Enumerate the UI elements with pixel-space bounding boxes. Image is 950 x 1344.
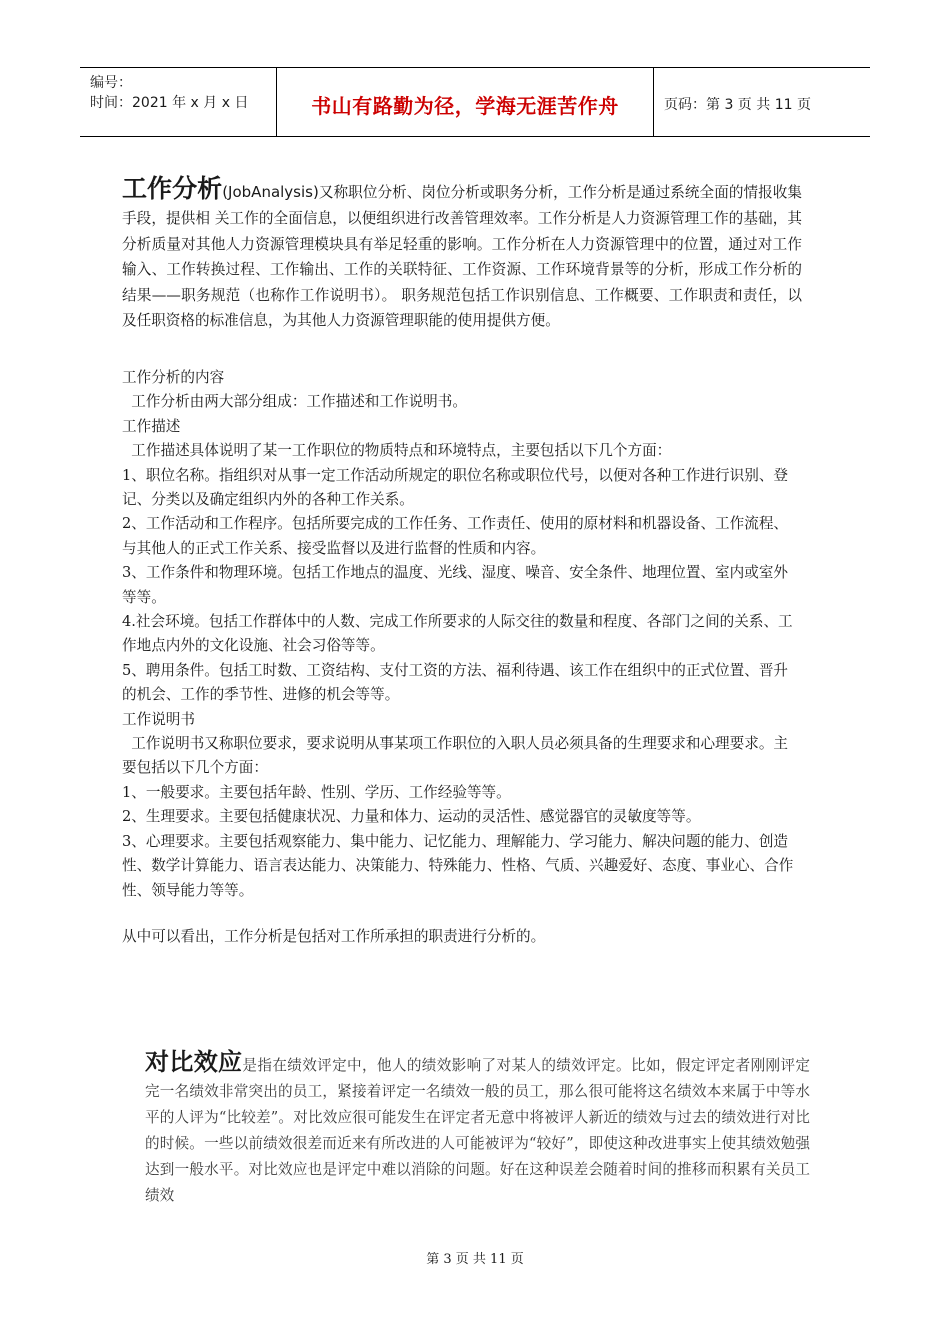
contrast-effect-paragraph <box>145 1045 810 1209</box>
description-heading: 工作描述 <box>122 417 181 435</box>
document-date-label: 时间：2021 年 x 月 x 日 <box>90 95 249 111</box>
conclusion-line: 从中可以看出，工作分析是包括对工作所承担的职责进行分析的。 <box>122 927 546 945</box>
description-item: 5、聘用条件。包括工时数、工资结构、支付工资的方法、福利待遇、该工作在组织中的正式位置、晋升的机会、工作的季节性、进修的机会等等。 <box>122 661 789 704</box>
content-heading: 工作分析的内容 <box>122 368 225 386</box>
header-info-cell <box>80 68 277 136</box>
specification-item: 1、一般要求。主要包括年龄、性别、学历、工作经验等等。 <box>122 783 511 801</box>
intro-paragraph <box>122 172 802 334</box>
specification-item: 3、心理要求。主要包括观察能力、集中能力、记忆能力、理解能力、学习能力、解决问题的能力、创造性、数学计算能力、语言表达能力、决策能力、特殊能力、性格、气质、兴趣爱好、态度、事业心、合作性、领导能力等等。 <box>122 832 794 899</box>
header-page-number: 页码：第 3 页 共 11 页 <box>664 97 811 113</box>
header-motto: 书山有路勤为径，学海无涯苦作舟 <box>311 94 619 118</box>
specification-heading: 工作说明书 <box>122 710 195 728</box>
section2-title: 对比效应 <box>145 1048 243 1076</box>
description-item: 4.社会环境。包括工作群体中的人数、完成工作所要求的人际交往的数量和程度、各部门之间的关系、工作地点内外的文化设施、社会习俗等等。 <box>122 613 793 655</box>
description-item: 3、工作条件和物理环境。包括工作地点的温度、光线、湿度、噪音、安全条件、地理位置、室内或室外等等。 <box>122 564 789 606</box>
specification-item: 2、生理要求。主要包括健康状况、力量和体力、运动的灵活性、感觉器官的灵敏度等等。 <box>122 808 701 826</box>
header-page-cell <box>654 68 870 136</box>
intro-text: 又称职位分析、岗位分析或职务分析，工作分析是通过系统全面的情报收集手段，提供相 关工作的全面信息，以便组织进行改善管理效率。工作分析是人力资源管理工作的基础，其分析质量对其他人力资源管理模块具有举足轻重的影响。工作分析在人力资源管理中的位置，通过对工作输入、工作转换过程、工作输出、工作的关联特征、工作资源、工作环境背景等的分析，形成工作分析的结果——职务规范（也称作工作说明书）。 职务规范包括工作识别信息、工作概要、工作职责和责任，以及任职资格的标准信息，为其他人力资源管理职能的使用提供方便。 <box>122 184 802 330</box>
content-line: 工作分析由两大部分组成：工作描述和工作说明书。 <box>122 393 467 411</box>
document-number-label: 编号： <box>90 75 132 91</box>
header-motto-cell <box>277 68 654 136</box>
section2-body: 是指在绩效评定中，他人的绩效影响了对某人的绩效评定。比如，假定评定者刚刚评定完一名绩效非常突出的员工，紧接着评定一名绩效一般的员工，那么很可能将这名绩效本来属于中等水平的人评为“比较差”。对比效应很可能发生在评定者无意中将被评人新近的绩效与过去的绩效进行对比的时候。一些以前绩效很差而近来有所改进的人可能被评为“较好”，即使这种改进事实上使其绩效勉强达到一般水平。对比效应也是评定中难以消除的问题。好在这种误差会随着时间的推移而积累有关员工绩效 <box>145 1057 811 1204</box>
page-header <box>80 67 870 137</box>
section-title-latin: (JobAnalysis) <box>222 183 319 201</box>
section-job-analysis <box>122 172 802 949</box>
section-title: 工作分析 <box>122 174 223 203</box>
page-footer: 第 3 页 共 11 页 <box>426 1252 524 1267</box>
section-contrast-effect <box>145 1045 810 1209</box>
description-intro: 工作描述具体说明了某一工作职位的物质特点和环境特点，主要包括以下几个方面： <box>122 442 672 460</box>
specification-intro: 工作说明书又称职位要求，要求说明从事某项工作职位的入职人员必须具备的生理要求和心理要求。主要包括以下几个方面： <box>122 735 789 777</box>
description-item: 1、职位名称。指组织对从事一定工作活动所规定的职位名称或职位代号，以便对各种工作进行识别、登记、分类以及确定组织内外的各种工作关系。 <box>122 466 789 508</box>
description-item: 2、工作活动和工作程序。包括所要完成的工作任务、工作责任、使用的原材料和机器设备、工作流程、与其他人的正式工作关系、接受监督以及进行监督的性质和内容。 <box>122 515 789 557</box>
